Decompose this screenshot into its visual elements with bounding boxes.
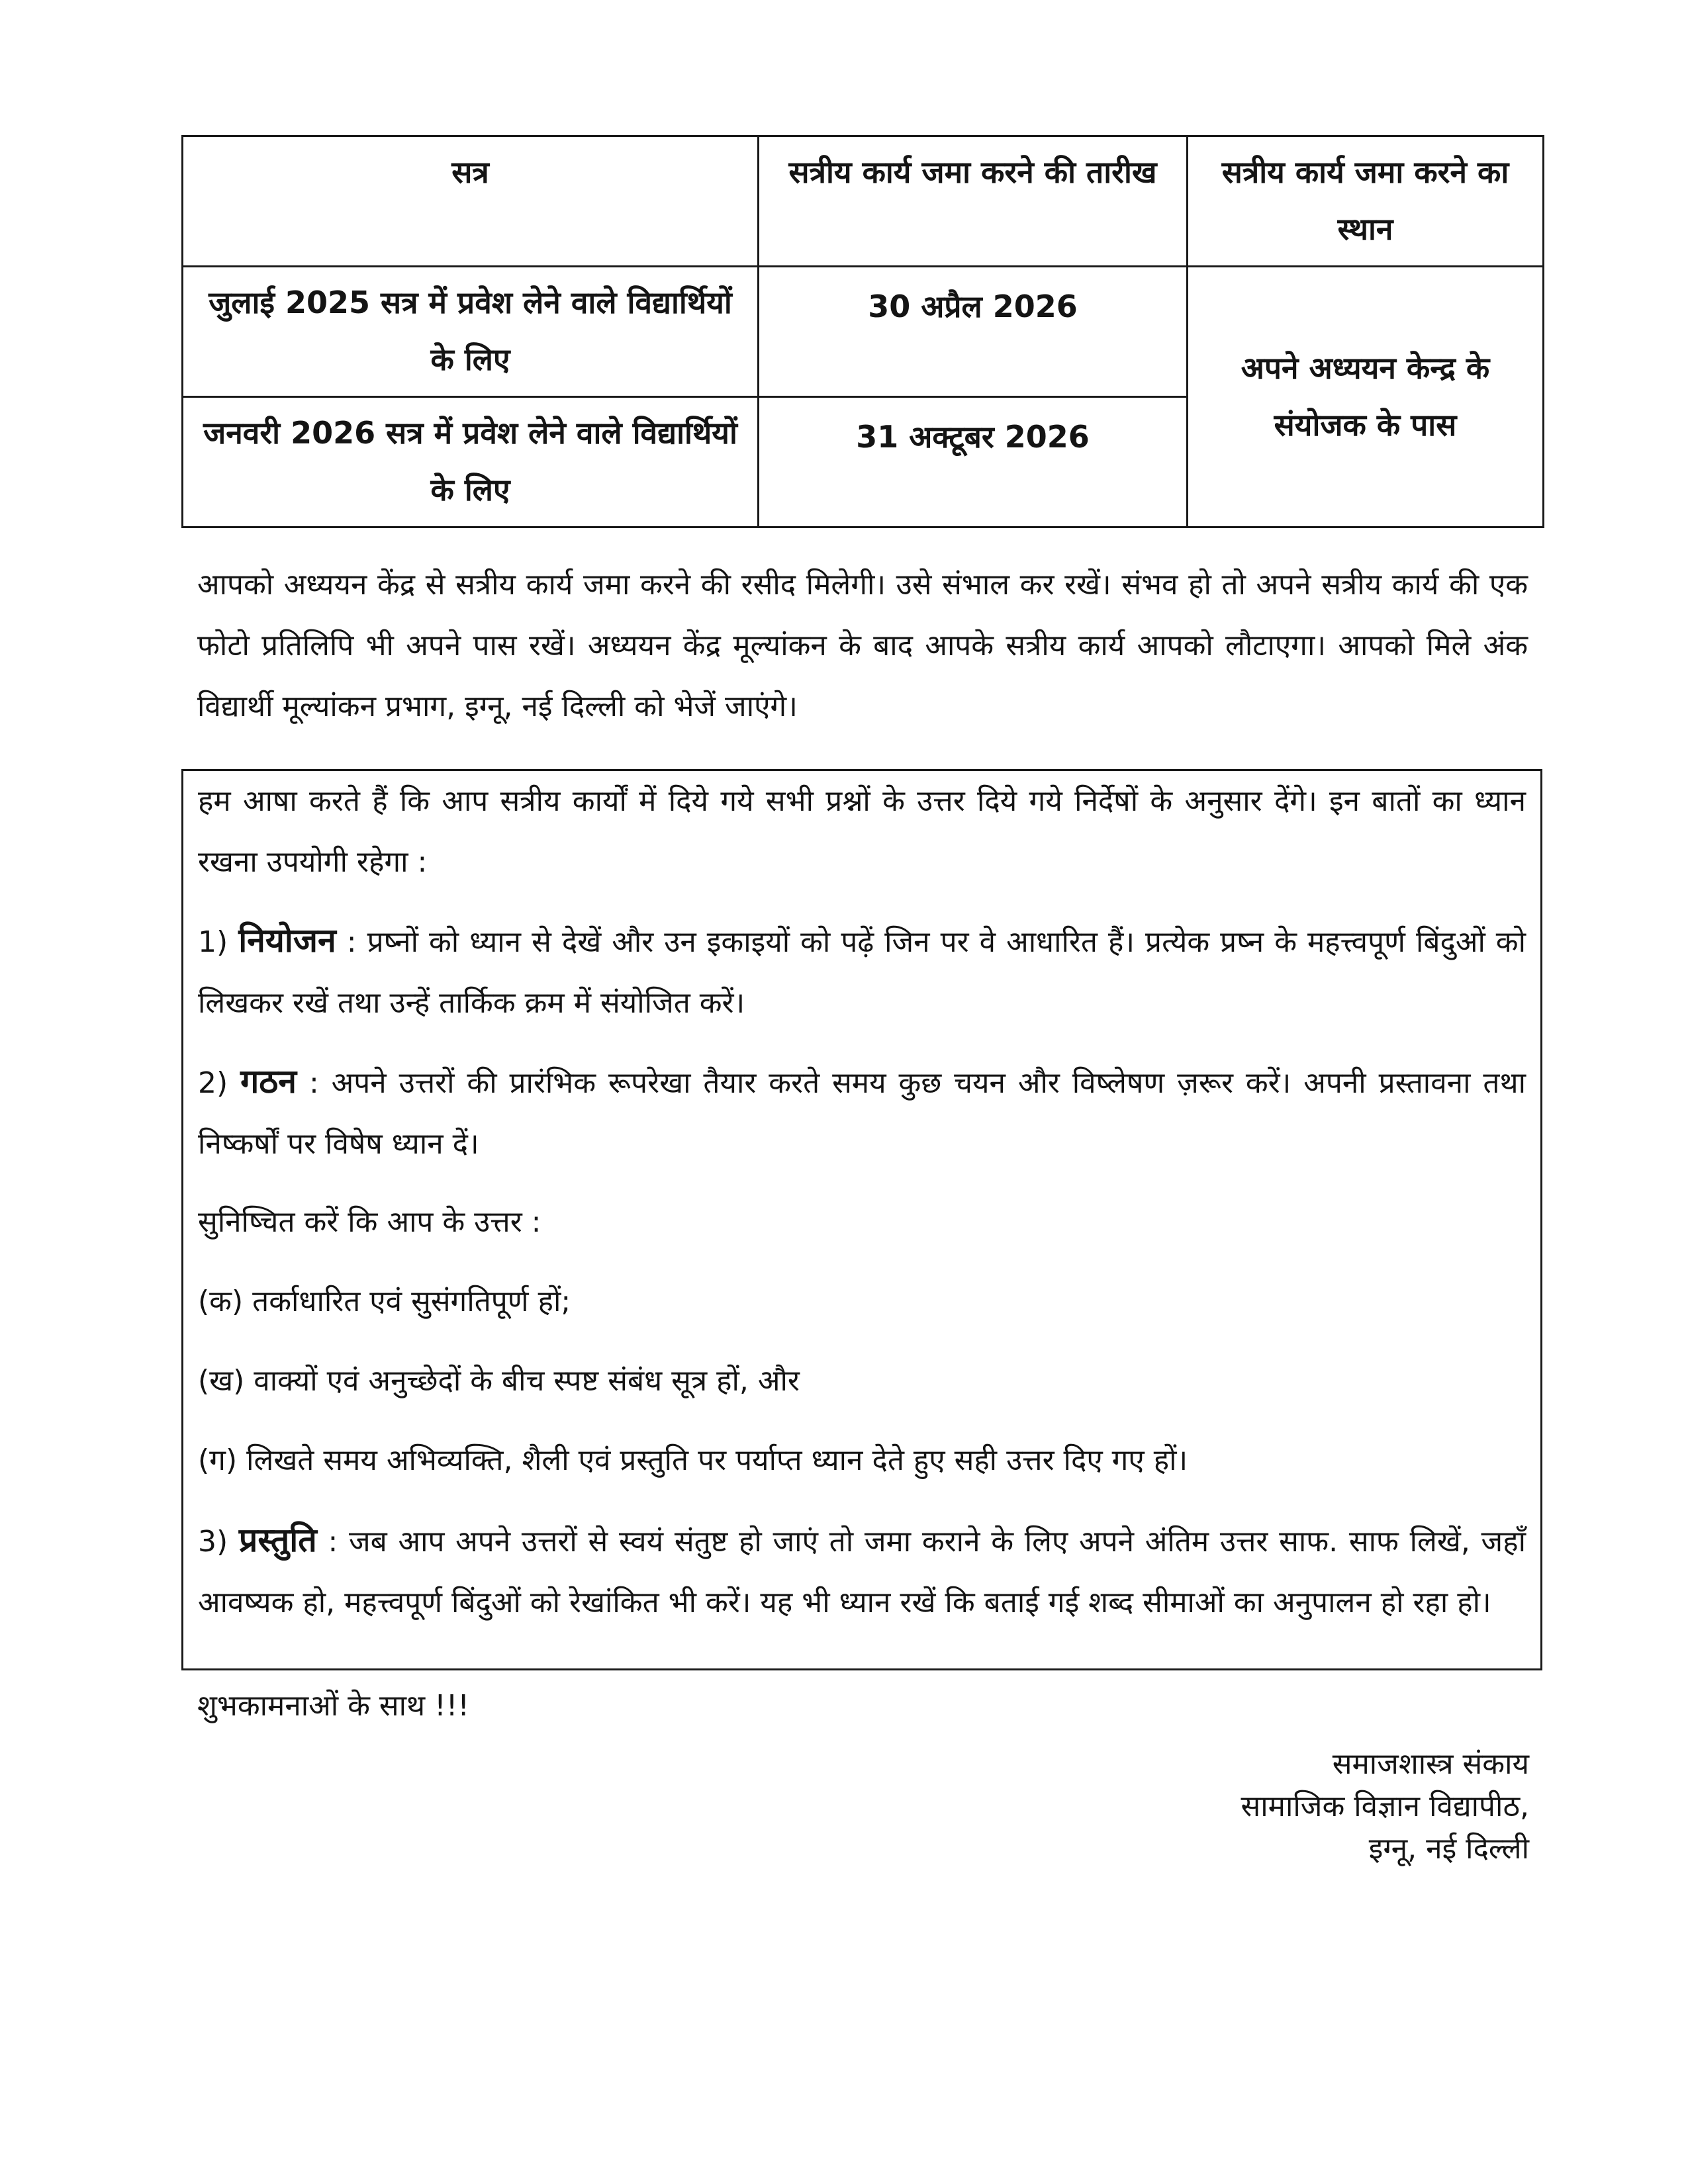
date-cell: 30 अप्रैल 2026 [759,267,1188,397]
guideline-title: गठन [240,1062,297,1101]
guidelines-box [181,769,1542,1670]
session-cell: जनवरी 2026 सत्र में प्रवेश लेने वाले विद्यार्थियों के लिए [183,397,759,527]
signature-faculty: समाजशास्त्र संकाय [1332,1747,1529,1781]
place-cell: अपने अध्ययन केन्द्र के संयोजक के पास [1188,267,1544,527]
guideline-planning [198,910,1526,1034]
sub-point: (ग) लिखते समय अभिव्यक्ति, शैली एवं प्रस्तुति पर पर्याप्त ध्यान देते हुए सही उत्तर दिए गए हों। [198,1443,1188,1477]
guideline-title: नियोजन [238,921,336,960]
guidelines-intro: हम आषा करते हैं कि आप सत्रीय कार्यों में दिये गये सभी प्रश्नों के उत्तर दिये गये निर्देषों के अनुसार देंगे। इन बातों का ध्यान रखना उपयोगी रहेगा : [198,784,1526,879]
sub-point: (क) तर्काधारित एवं सुसंगतिपूर्ण हों; [198,1285,571,1318]
submission-schedule-table [181,135,1544,528]
guideline-text: : जब आप अपने उत्तरों से स्वयं संतुष्ट हो जाएं तो जमा कराने के लिए अपने अंतिम उत्तर साफ. साफ लिखें, जहाँ आवष्यक हो, महत्त्वपूर्ण बिंदुओं को रेखांकित भी करें। यह भी ध्यान रखें कि बताई गई शब्द सीमाओं का अनुपालन हो रहा हो। [198,1525,1526,1619]
guideline-number: 1) [198,925,228,959]
guideline-text: : अपने उत्तरों की प्रारंभिक रूपरेखा तैयार करते समय कुछ चयन और विष्लेषण ज़रूर करें। अपनी प्रस्तावना तथा निष्कर्षों पर विषेष ध्यान दें। [198,1066,1526,1161]
header-submission-date: सत्रीय कार्य जमा करने की तारीख [759,136,1188,267]
receipt-note: आपको अध्ययन केंद्र से सत्रीय कार्य जमा करने की रसीद मिलेगी। उसे संभाल कर रखें। संभव हो तो अपने सत्रीय कार्य की एक फोटो प्रतिलिपि भी अपने पास रखें। अध्ययन केंद्र मूल्यांकन के बाद आपके सत्रीय कार्य आपको लौटाएगा। आपको मिले अंक विद्यार्थी मूल्यांकन प्रभाग, इग्नू, नई दिल्ली को भेजें जाएंगे। [197,568,1528,723]
signature-school: सामाजिक विज्ञान विद्यापीठ, [1241,1790,1529,1823]
guideline-title: प्रस्तुति [238,1521,317,1559]
header-session: सत्र [183,136,759,267]
guideline-text: : प्रष्नों को ध्यान से देखें और उन इकाइयों को पढ़ें जिन पर वे आधारित हैं। प्रत्येक प्रष्न के महत्त्वपूर्ण बिंदुओं को लिखकर रखें तथा उन्हें तार्किक क्रम में संयोजित करें। [198,925,1526,1020]
signature-block [1241,1743,1529,1870]
guideline-number: 3) [198,1525,228,1559]
signature-university: इग्नू, नई दिल्ली [1368,1832,1529,1866]
header-submission-place: सत्रीय कार्य जमा करने का स्थान [1188,136,1544,267]
table-header-row [183,136,1544,267]
guideline-number: 2) [198,1066,228,1100]
guideline-structure [198,1051,1526,1175]
sub-point: (ख) वाक्यों एवं अनुच्छेदों के बीच स्पष्ट संबंध सूत्र हों, और [198,1364,800,1398]
ensure-heading: सुनिष्चित करें कि आप के उत्तर : [198,1205,541,1239]
date-cell: 31 अक्टूबर 2026 [759,397,1188,527]
closing-wishes: शुभकामनाओं के साथ !!! [197,1689,470,1723]
session-cell: जुलाई 2025 सत्र में प्रवेश लेने वाले विद्यार्थियों के लिए [183,267,759,397]
guideline-presentation [198,1510,1526,1633]
table-row [183,267,1544,397]
